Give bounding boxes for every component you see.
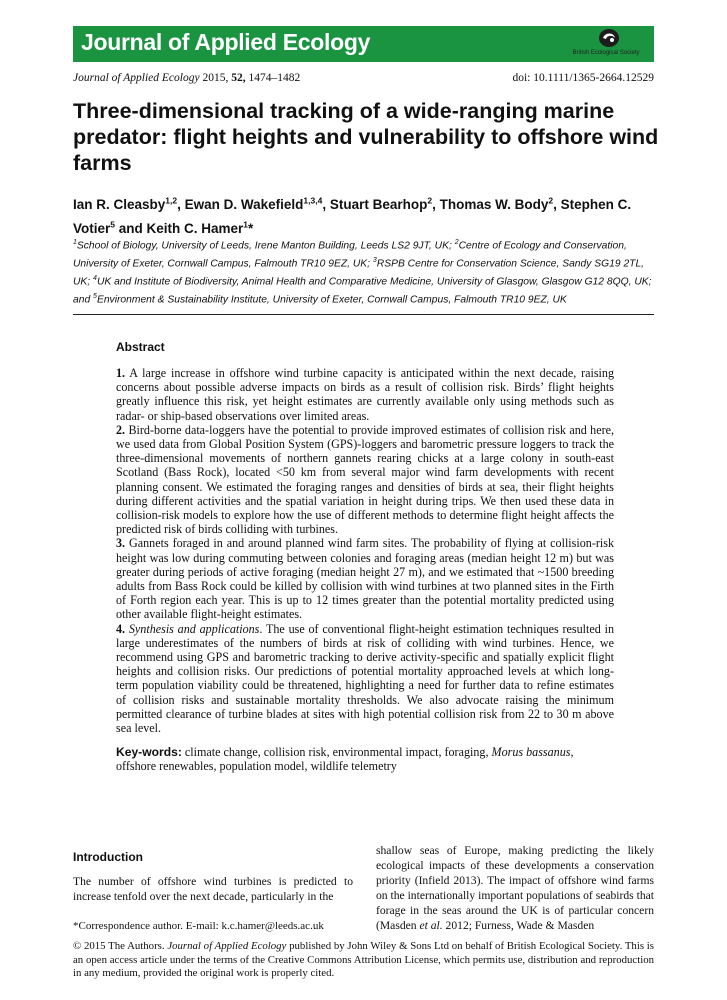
body-text: 2012; Furness, Wade & Masden [442, 919, 595, 932]
abstract-point [116, 536, 614, 621]
abstract-point-number: 1. [116, 366, 126, 380]
author-sep: , [432, 196, 440, 212]
citation-pages: 1474–1482 [248, 72, 301, 84]
affil-sup: 1 [73, 239, 77, 246]
abstract-point-number: 4. [116, 621, 126, 636]
affil-text: RSPB Centre for Conservation Science, Sandy SG19 2TL, UK; [73, 258, 645, 288]
keywords [116, 745, 614, 773]
introduction-continued [376, 843, 654, 933]
author-sup: 1,2 [165, 195, 178, 205]
copyright-journal: Journal of Applied Ecology [167, 940, 287, 952]
affil-text: Environment & Sustainability Institute, University of Exeter, Cornwall Campus, Falmouth TR10 9EZ, UK [96, 294, 567, 306]
correspondence-footnote: *Correspondence author. E-mail: k.c.hamer@leeds.ac.uk [73, 920, 324, 932]
left-column [73, 850, 353, 904]
affil-sup: 3 [372, 257, 377, 265]
citation-line [73, 72, 300, 84]
author-sup: 2 [548, 195, 554, 205]
introduction-heading: Introduction [73, 850, 143, 864]
abstract [116, 340, 614, 774]
author-list [73, 190, 663, 239]
affil-text: UK and Institute of Biodiversity, Animal Health and Comparative Medicine, University of Glasgow, Glasgow G12 8QQ, UK; and [73, 276, 652, 306]
keywords-text: , offshore renewables, population model, wildlife telemetry [116, 745, 574, 774]
society-name: British Ecological Society [572, 50, 640, 56]
abstract-point-text: Gannets foraged in and around planned wind farm sites. The probability of flying at collision-risk height was low during commuting between colonies and foraging areas (median height 12 m) but was greater during periods of active foraging (median height 27 m), and we estimated that ~1500 breeding adults from Bass Rock could be killed by collision with wind turbines at two planned sites in the Firth of Forth region each year. This is up to 12 times greater than the potential mortality predicted using other available flight-height estimates. [116, 536, 614, 622]
author-name: Thomas W. Body [439, 196, 549, 212]
keywords-text: climate change, collision risk, environmental impact, foraging, [181, 745, 492, 760]
keywords-label: Key-words: [116, 745, 182, 760]
journal-banner [73, 26, 654, 62]
body-emphasis: et al. [419, 919, 443, 932]
copyright-notice [73, 940, 654, 981]
author-sep: and [115, 221, 147, 236]
keywords-species: Morus bassanus [491, 745, 571, 760]
abstract-point-text: . The use of conventional flight-height estimation techniques resulted in large underestimates of the numbers of birds at risk of colliding with wind turbines. Hence, we recommend using GPS and barometric tracking to derive activity-specific and spatially explicit flight heights and collision risks. Our predictions of potential mortality approached levels at which long-term population viability could be threatened, highlighting a need for further data to refine estimates of collision risks and sustainable mortality thresholds. We also advocate raising the minimum permitted clearance of turbine blades at sites with high potential collision risk from 22 to 30 m above sea level. [116, 621, 614, 736]
author-sup: 1,3,4 [303, 195, 323, 205]
author-name: Stephen C. Votier [73, 196, 632, 236]
article-title: Three-dimensional tracking of a wide-ranging marine predator: flight heights and vulnerability to offshore wind farms [73, 99, 659, 175]
author-sup: 1 [243, 219, 249, 230]
author-name: Ewan D. Wakefield [184, 196, 304, 212]
abstract-point-number: 3. [116, 536, 126, 551]
abstract-point-emphasis: Synthesis and applications [128, 621, 260, 636]
society-logo [566, 28, 646, 60]
citation-year: 2015, [202, 72, 229, 84]
author [73, 197, 185, 212]
author [440, 197, 561, 212]
author-sup: 2 [427, 195, 433, 205]
citation-journal: Journal of Applied Ecology [73, 72, 200, 84]
affil-sup: 5 [93, 293, 97, 301]
introduction-text: The number of offshore wind turbines is predicted to increase tenfold over the next decade, particularly in the [73, 875, 353, 903]
affil-text: Centre of Ecology and Conservation, University of Exeter, Cornwall Campus, Falmouth TR10 9EZ, UK; [73, 240, 627, 270]
body-text: shallow seas of Europe, making predicting the likely ecological impacts of these developments a conservation priority (Infield 2013). The impact of offshore wind farms on the internationally important populations of seabirds that forage in the seas around the UK is of particular concern (Masden [376, 844, 654, 932]
copyright-text: © 2015 The Authors. [73, 940, 168, 952]
author-name: Keith C. Hamer [146, 221, 244, 236]
doi[interactable]: doi: 10.1111/1365-2664.12529 [512, 72, 654, 84]
abstract-point-number: 2. [116, 422, 126, 437]
author [147, 221, 254, 236]
society-logo-icon [598, 28, 620, 48]
abstract-point-text: A large increase in offshore wind turbine capacity is anticipated within the next decade, raising concerns about possible adverse impacts on birds as a result of collision risk. Birds’ flight heights greatly influence this risk, yet height estimates are currently available only using methods such as radar- or ship-based observations over limited areas. [116, 366, 615, 423]
right-column [376, 843, 654, 933]
affiliations [73, 236, 663, 308]
author [330, 197, 440, 212]
author-sep: * [248, 221, 254, 236]
author-name: Ian R. Cleasby [73, 196, 166, 212]
header-divider [73, 314, 654, 315]
author-sep: , [177, 196, 185, 212]
author [185, 197, 330, 212]
journal-name: Journal of Applied Ecology [81, 29, 371, 55]
copyright-text: published by John Wiley & Sons Ltd on behalf of British Ecological Society. This is an open access article under the terms of the Creative Commons Attribution License, which permits use, distribution and reproduction in any medium, provided the original work is properly cited. [73, 940, 654, 979]
abstract-point [116, 622, 614, 736]
author-sep: , [553, 196, 561, 212]
abstract-point-text: Bird-borne data-loggers have the potential to provide improved estimates of collision risk and here, we used data from Global Position System (GPS)-loggers and barometric pressure loggers to track the three-dimensional movements of northern gannets rearing chicks at a large colony in south-east Scotland (Bass Rock), located <50 km from several major wind farm developments with recent planning consent. We estimated the foraging ranges and densities of birds at sea, their flight heights during different activities and the spatial variation in height during trips. We then used these data in collision-risk models to explore how the use of different methods to determine flight height affects the predicted risk of birds colliding with turbines. [116, 422, 614, 537]
author-sup: 5 [110, 219, 115, 230]
affil-sup: 2 [454, 239, 459, 246]
abstract-heading: Abstract [116, 340, 165, 354]
author-name: Stuart Bearhop [329, 196, 428, 212]
abstract-point [116, 423, 614, 537]
citation-volume: 52, [231, 72, 246, 84]
abstract-point [116, 366, 614, 423]
affil-text: School of Biology, University of Leeds, Irene Manton Building, Leeds LS2 9JT, UK; [76, 240, 455, 252]
author-sep: , [322, 196, 330, 212]
affil-sup: 4 [93, 275, 97, 283]
